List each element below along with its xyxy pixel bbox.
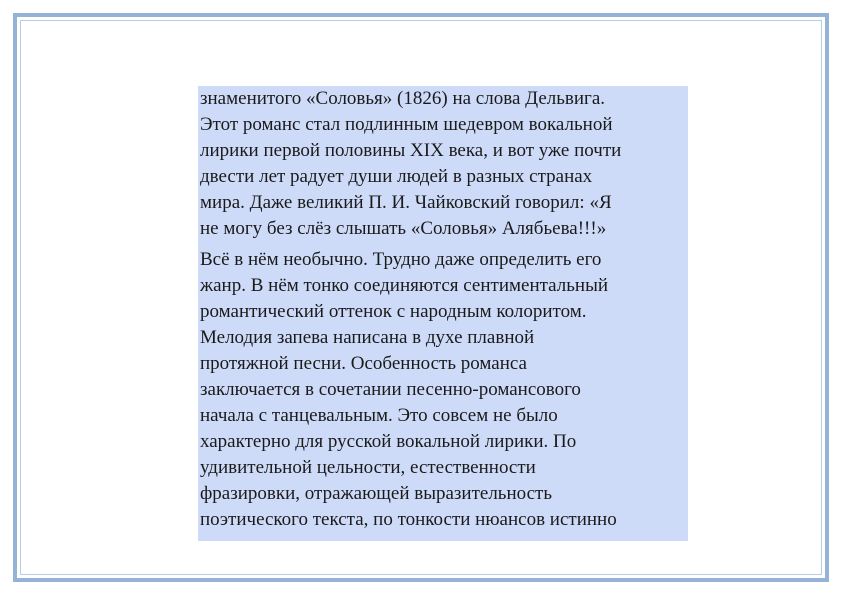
text-line: удивительной цельности, естественности <box>200 457 536 478</box>
text-line: характерно для русской вокальной лирики. По <box>200 431 577 452</box>
text-line: начала с танцевальным. Это совсем не было <box>200 405 558 426</box>
text-line: фразировки, отражающей выразительность <box>200 483 553 504</box>
paragraph-1 <box>200 86 688 242</box>
text-line: поэтического текста, по тонкости нюансов истинно <box>200 509 617 530</box>
text-line: жанр. В нём тонко соединяются сентиментальный <box>200 275 608 296</box>
text-line: протяжной песни. Особенность романса <box>200 353 527 374</box>
paragraph-2 <box>200 247 688 533</box>
text-line: заключается в сочетании песенно-романсового <box>200 379 581 400</box>
text-line: Мелодия запева написана в духе плавной <box>200 327 535 348</box>
text-block <box>198 86 688 541</box>
text-line: Всё в нём необычно. Трудно даже определить его <box>200 249 602 270</box>
text-line: знаменитого «Соловья» (1826) на слова Дельвига. <box>200 88 606 109</box>
text-line: лирики первой половины XIX века, и вот уже почти <box>200 140 622 161</box>
text-line: Этот романс стал подлинным шедевром вокальной <box>200 114 613 135</box>
text-line: романтический оттенок с народным колоритом. <box>200 301 587 322</box>
text-line: мира. Даже великий П. И. Чайковский говорил: «Я <box>200 192 612 213</box>
text-line: двести лет радует души людей в разных странах <box>200 166 593 187</box>
text-line: не могу без слёз слышать «Соловья» Алябьева!!!» <box>200 218 607 239</box>
